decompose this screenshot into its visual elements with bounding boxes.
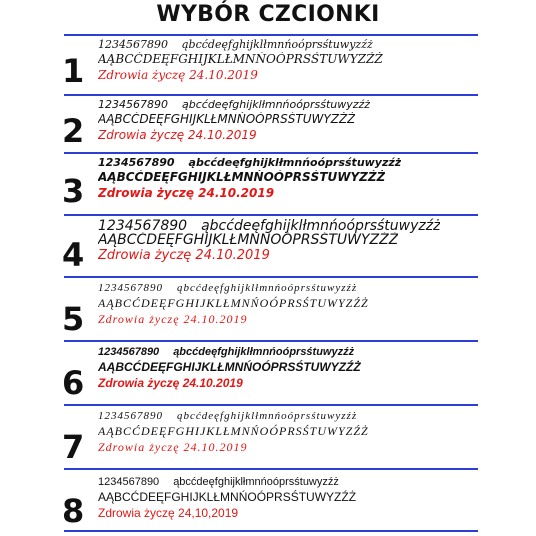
digits-line: 1234567890 ąbcćdeęfghijklłmnńoóprsśtuwyzźż (98, 156, 402, 169)
digits-line: 1234567890 ąbcćdeęfghijklłmnńoóprsśtuwyzźż (98, 282, 358, 294)
sample-number: 2 (62, 112, 85, 150)
uppercase-line: AĄBCĆDEĘFGHIJKLŁMNŃOÓPRSŚTUWYZŹŻ (98, 52, 383, 66)
sample-number: 3 (62, 172, 85, 210)
divider (64, 468, 478, 470)
font-sample-7[interactable] (62, 410, 482, 468)
digits-line: 1234567890 ąbcćdeęfghijklłmnńoóprsśtuwyzźż (98, 476, 339, 488)
font-sample-5[interactable] (62, 282, 482, 340)
date-line: Zdrowia życzę 24.10.2019 (98, 128, 257, 142)
date-line: Zdrowia życzę 24.10.2019 (98, 68, 258, 82)
page-title: WYBÓR CZCIONKI (156, 2, 380, 27)
sample-number: 1 (62, 52, 85, 90)
digits-line: 1234567890 ąbcćdeęfghijklłmnńoóprsśtuwyzźż (98, 38, 373, 51)
date-line: Zdrowia życzę 24.10.2019 (98, 312, 248, 326)
divider (64, 276, 478, 278)
divider (64, 34, 478, 36)
date-line: Zdrowia życzę 24,10,2019 (98, 506, 239, 520)
uppercase-line: AĄBCĆDEĘFGHIJKLŁMNŃOÓPRSŚTUWYZŹŻ (98, 170, 386, 184)
date-line: Zdrowia życzę 24.10.2019 (98, 440, 248, 454)
font-sample-2[interactable] (62, 98, 482, 154)
digits-line: 1234567890 ąbcćdeęfghijklłmnńoóprsśtuwyzźż (98, 98, 371, 111)
uppercase-line: AĄBCĆDEĘFGHIJKLŁMNŃOÓPRSŚTUWYZŹŻ (98, 232, 399, 248)
sample-number: 7 (62, 428, 85, 466)
divider (64, 152, 478, 154)
font-sample-1[interactable] (62, 38, 482, 94)
date-line: Zdrowia życzę 24.10.2019 (98, 248, 270, 263)
font-sample-3[interactable] (62, 156, 482, 214)
uppercase-line: AĄBCĆDEĘFGHIJKLŁMNŃOÓPRSŚTUWYZŹŻ (98, 490, 357, 504)
uppercase-line: AĄBCĆDEĘFGHIJKLŁMNŃOÓPRSŚTUWYZŹŻ (98, 296, 369, 310)
sample-number: 4 (62, 236, 85, 274)
digits-line: 1234567890 ąbcćdeęfghijklłmnńoóprsśtuwyzźż (98, 346, 355, 358)
uppercase-line: AĄBCĆDEĘFGHIJKLŁMNŃOÓPRSŚTUWYZŹŻ (98, 424, 369, 438)
sample-number: 5 (62, 300, 85, 338)
font-sample-4[interactable] (62, 218, 482, 276)
sample-number: 6 (62, 364, 85, 402)
font-sample-6[interactable] (62, 346, 482, 404)
font-sample-8[interactable] (62, 476, 482, 528)
digits-line: 1234567890 ąbcćdeęfghijklłmnńoóprsśtuwyzźż (98, 410, 358, 422)
divider (64, 94, 478, 96)
uppercase-line: AĄBCĆDEĘFGHIJKLŁMNŃOÓPRSŚTUWYZŹŻ (98, 360, 361, 374)
sample-number: 8 (62, 492, 85, 530)
divider (64, 340, 478, 342)
divider (64, 530, 478, 532)
digits-line: 1234567890 ąbcćdeęfghijklłmnńoóprsśtuwyzźż (98, 218, 441, 234)
date-line: Zdrowia życzę 24.10.2019 (98, 376, 243, 390)
uppercase-line: AĄBCĆDEĘFGHIJKLŁMNŃOÓPRSŚTUWYZŹŻ (98, 112, 356, 126)
divider (64, 404, 478, 406)
date-line: Zdrowia życzę 24.10.2019 (98, 186, 275, 200)
divider (64, 214, 478, 216)
